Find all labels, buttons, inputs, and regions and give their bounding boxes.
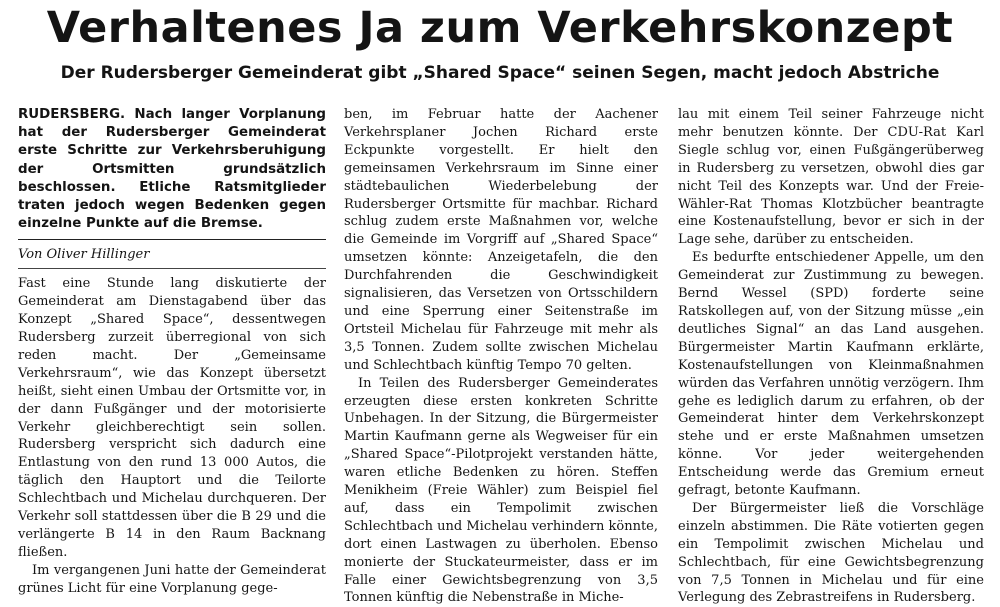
article-column-1: [18, 106, 326, 598]
body-paragraph: Der Bürgermeister ließ die Vorschläge einzeln abstimmen. Die Räte votierten gegen ein Tempolimit zwischen Michelau und Schlechtbach, für eine Gewichtsbegrenzung von 7,5 Tonnen in Michelau und für eine Verlegung des Zebrastreifens in Rudersberg.: [678, 500, 984, 606]
headline: Verhaltenes Ja zum Verkehrskonzept: [46, 3, 954, 53]
body-paragraph: In Teilen des Rudersberger Gemeinderates erzeugten diese ersten konkreten Schritte Unbehagen. In der Sitzung, die Bürgermeister Martin Kaufmann gerne als Wegweiser für ein „Shared Space“-Pilotprojekt verstanden hätte, waren etliche Bedenken zu hören. Steffen Menikheim (Freie Wähler) zum Beispiel fiel auf, dass ein Tempolimit zwischen Schlechtbach und Michelau verhindern könnte, dort einen Lastwagen zu überholen. Ebenso monierte der Stuckateurmeister, dass er im Falle einer Gewichtsbegrenzung von 3,5 Tonnen künftig die Nebenstraße in Miche-: [344, 375, 658, 606]
byline-divider: [18, 268, 326, 269]
body-paragraph: ben, im Februar hatte der Aachener Verkehrsplaner Jochen Richard erste Eckpunkte vorgestellt. Er hielt den gemeinsamen Verkehrsraum im Sinne einer städtebaulichen Wiederbelebung der Rudersberger Ortsmitte für machbar. Richard schlug zudem erste Maßnahmen vor, welche die Gemeinde im Vorgriff auf „Shared Space“ umsetzen könnte: Anzeigetafeln, die den Durchfahrenden die Geschwindigkeit signalisieren, das Versetzen von Ortsschildern und eine Sperrung einer Seitenstraße im Ortsteil Michelau für Fahrzeuge mit mehr als 3,5 Tonnen. Zudem sollte zwischen Michelau und Schlechtbach künftig Tempo 70 gelten.: [344, 107, 658, 373]
lead-paragraph: RUDERSBERG. Nach langer Vorplanung hat der Rudersberger Gemeinderat erste Schritte zur Verkehrsberuhigung der Ortsmitten grundsätzlich beschlossen. Etliche Ratsmitglieder traten jedoch wegen Bedenken gegen einzelne Punkte auf die Bremse.: [18, 107, 326, 232]
lead-divider: [18, 239, 326, 240]
subheadline: Der Rudersberger Gemeinderat gibt „Shared Space“ seinen Segen, macht jedoch Abstriche: [60, 63, 940, 83]
article-column-2: [344, 106, 658, 607]
author-byline: Von Oliver Hillinger: [18, 247, 150, 263]
body-paragraph: Es bedurfte entschiedener Appelle, um den Gemeinderat zur Zustimmung zu bewegen. Bernd Wessel (SPD) forderte seine Ratskollegen auf, von der Sitzung müsse „ein deutliches Signal“ an das Land ausgehen. Bürgermeister Martin Kaufmann erklärte, Kostenaufstellungen von Kleinmaßnahmen würden das Verfahren unnötig verzögern. Ihm gehe es lediglich darum zu erfahren, ob der Gemeinderat hinter dem Verkehrskonzept stehe und er erste Maßnahmen umsetzen könne. Vor jeder weitergehenden Entscheidung werde das Gremium erneut gefragt, betonte Kaufmann.: [678, 250, 984, 499]
article-column-3: [678, 106, 984, 607]
body-paragraph: Im vergangenen Juni hatte der Gemeinderat grünes Licht für eine Vorplanung gege-: [18, 562, 326, 596]
body-paragraph: lau mit einem Teil seiner Fahrzeuge nicht mehr benutzen könnte. Der CDU-Rat Karl Siegle schlug vor, einen Fußgängerüberweg in Rudersberg zu versetzen, obwohl dies gar nicht Teil des Konzepts war. Und der Freie-Wähler-Rat Thomas Klotzbücher beantragte eine Kostenaufstellung, bevor er sich in der Lage sehe, darüber zu entscheiden.: [678, 107, 984, 248]
body-paragraph: Fast eine Stunde lang diskutierte der Gemeinderat am Dienstagabend über das Konzept „Shared Space“, dessentwegen Rudersberg zurzeit überregional von sich reden macht. Der „Gemeinsame Verkehrsraum“, wie das Konzept übersetzt heißt, sieht einen Umbau der Ortsmitte vor, in der dann Fußgänger und der motorisierte Verkehr gleichberechtigt sein sollen. Rudersberg verspricht sich dadurch eine Entlastung von den rund 13 000 Autos, die täglich den Hauptort und die Teilorte Schlechtbach und Michelau durchqueren. Der Verkehr soll stattdessen über die B 29 und die verlängerte B 14 in den Raum Backnang fließen.: [18, 276, 326, 560]
